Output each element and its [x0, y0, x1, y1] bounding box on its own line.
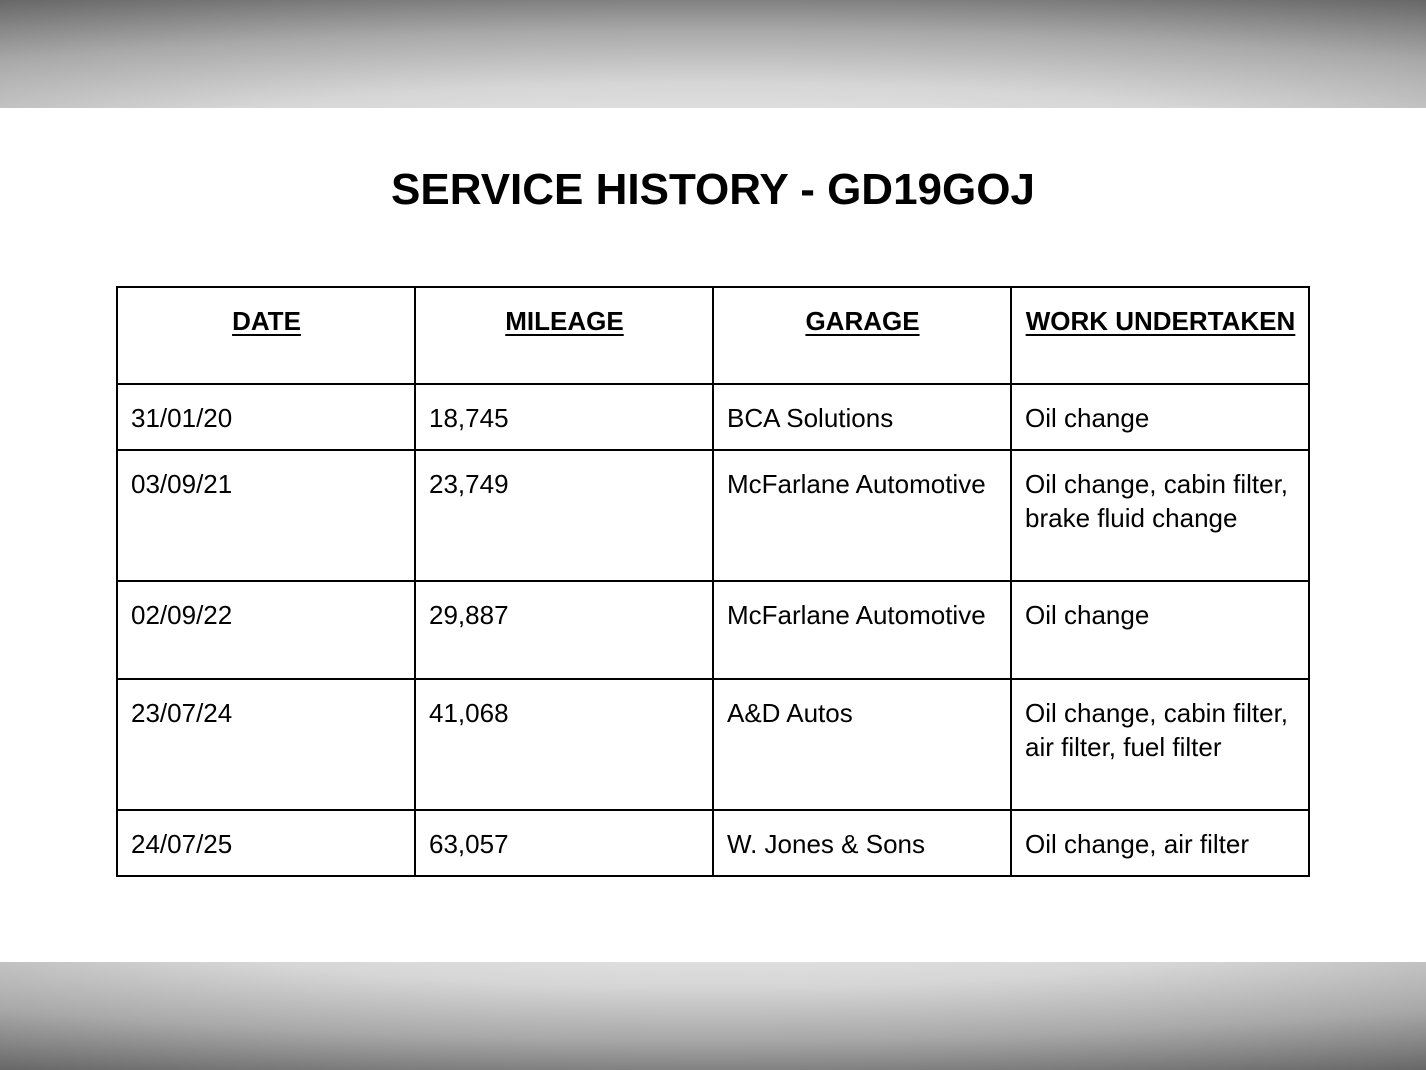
- cell-mileage: 29,887: [415, 581, 713, 679]
- header-mileage: MILEAGE: [415, 287, 713, 384]
- cell-mileage: 18,745: [415, 384, 713, 450]
- cell-garage: McFarlane Automotive: [713, 581, 1011, 679]
- cell-garage: McFarlane Automotive: [713, 450, 1011, 581]
- cell-work: Oil change, cabin filter, air filter, fuel filter: [1011, 679, 1309, 810]
- cell-date: 03/09/21: [117, 450, 415, 581]
- cell-date: 23/07/24: [117, 679, 415, 810]
- cell-mileage: 63,057: [415, 810, 713, 876]
- document-title: SERVICE HISTORY - GD19GOJ: [391, 165, 1035, 214]
- table-row: [117, 810, 1309, 876]
- cell-mileage: 41,068: [415, 679, 713, 810]
- top-vignette-band: [0, 0, 1426, 108]
- bottom-vignette-band: [0, 962, 1426, 1070]
- table-row: [117, 384, 1309, 450]
- cell-work: Oil change: [1011, 384, 1309, 450]
- cell-work: Oil change, air filter: [1011, 810, 1309, 876]
- service-history-table: [116, 286, 1310, 877]
- table-row: [117, 450, 1309, 581]
- cell-work: Oil change: [1011, 581, 1309, 679]
- table-row: [117, 581, 1309, 679]
- table-header-row: [117, 287, 1309, 384]
- cell-date: 31/01/20: [117, 384, 415, 450]
- cell-date: 24/07/25: [117, 810, 415, 876]
- cell-garage: BCA Solutions: [713, 384, 1011, 450]
- cell-garage: W. Jones & Sons: [713, 810, 1011, 876]
- cell-date: 02/09/22: [117, 581, 415, 679]
- table-row: [117, 679, 1309, 810]
- cell-garage: A&D Autos: [713, 679, 1011, 810]
- header-garage: GARAGE: [713, 287, 1011, 384]
- document-sheet: [0, 108, 1426, 962]
- cell-mileage: 23,749: [415, 450, 713, 581]
- header-date: DATE: [117, 287, 415, 384]
- cell-work: Oil change, cabin filter, brake fluid change: [1011, 450, 1309, 581]
- header-work-undertaken: WORK UNDERTAKEN: [1011, 287, 1309, 384]
